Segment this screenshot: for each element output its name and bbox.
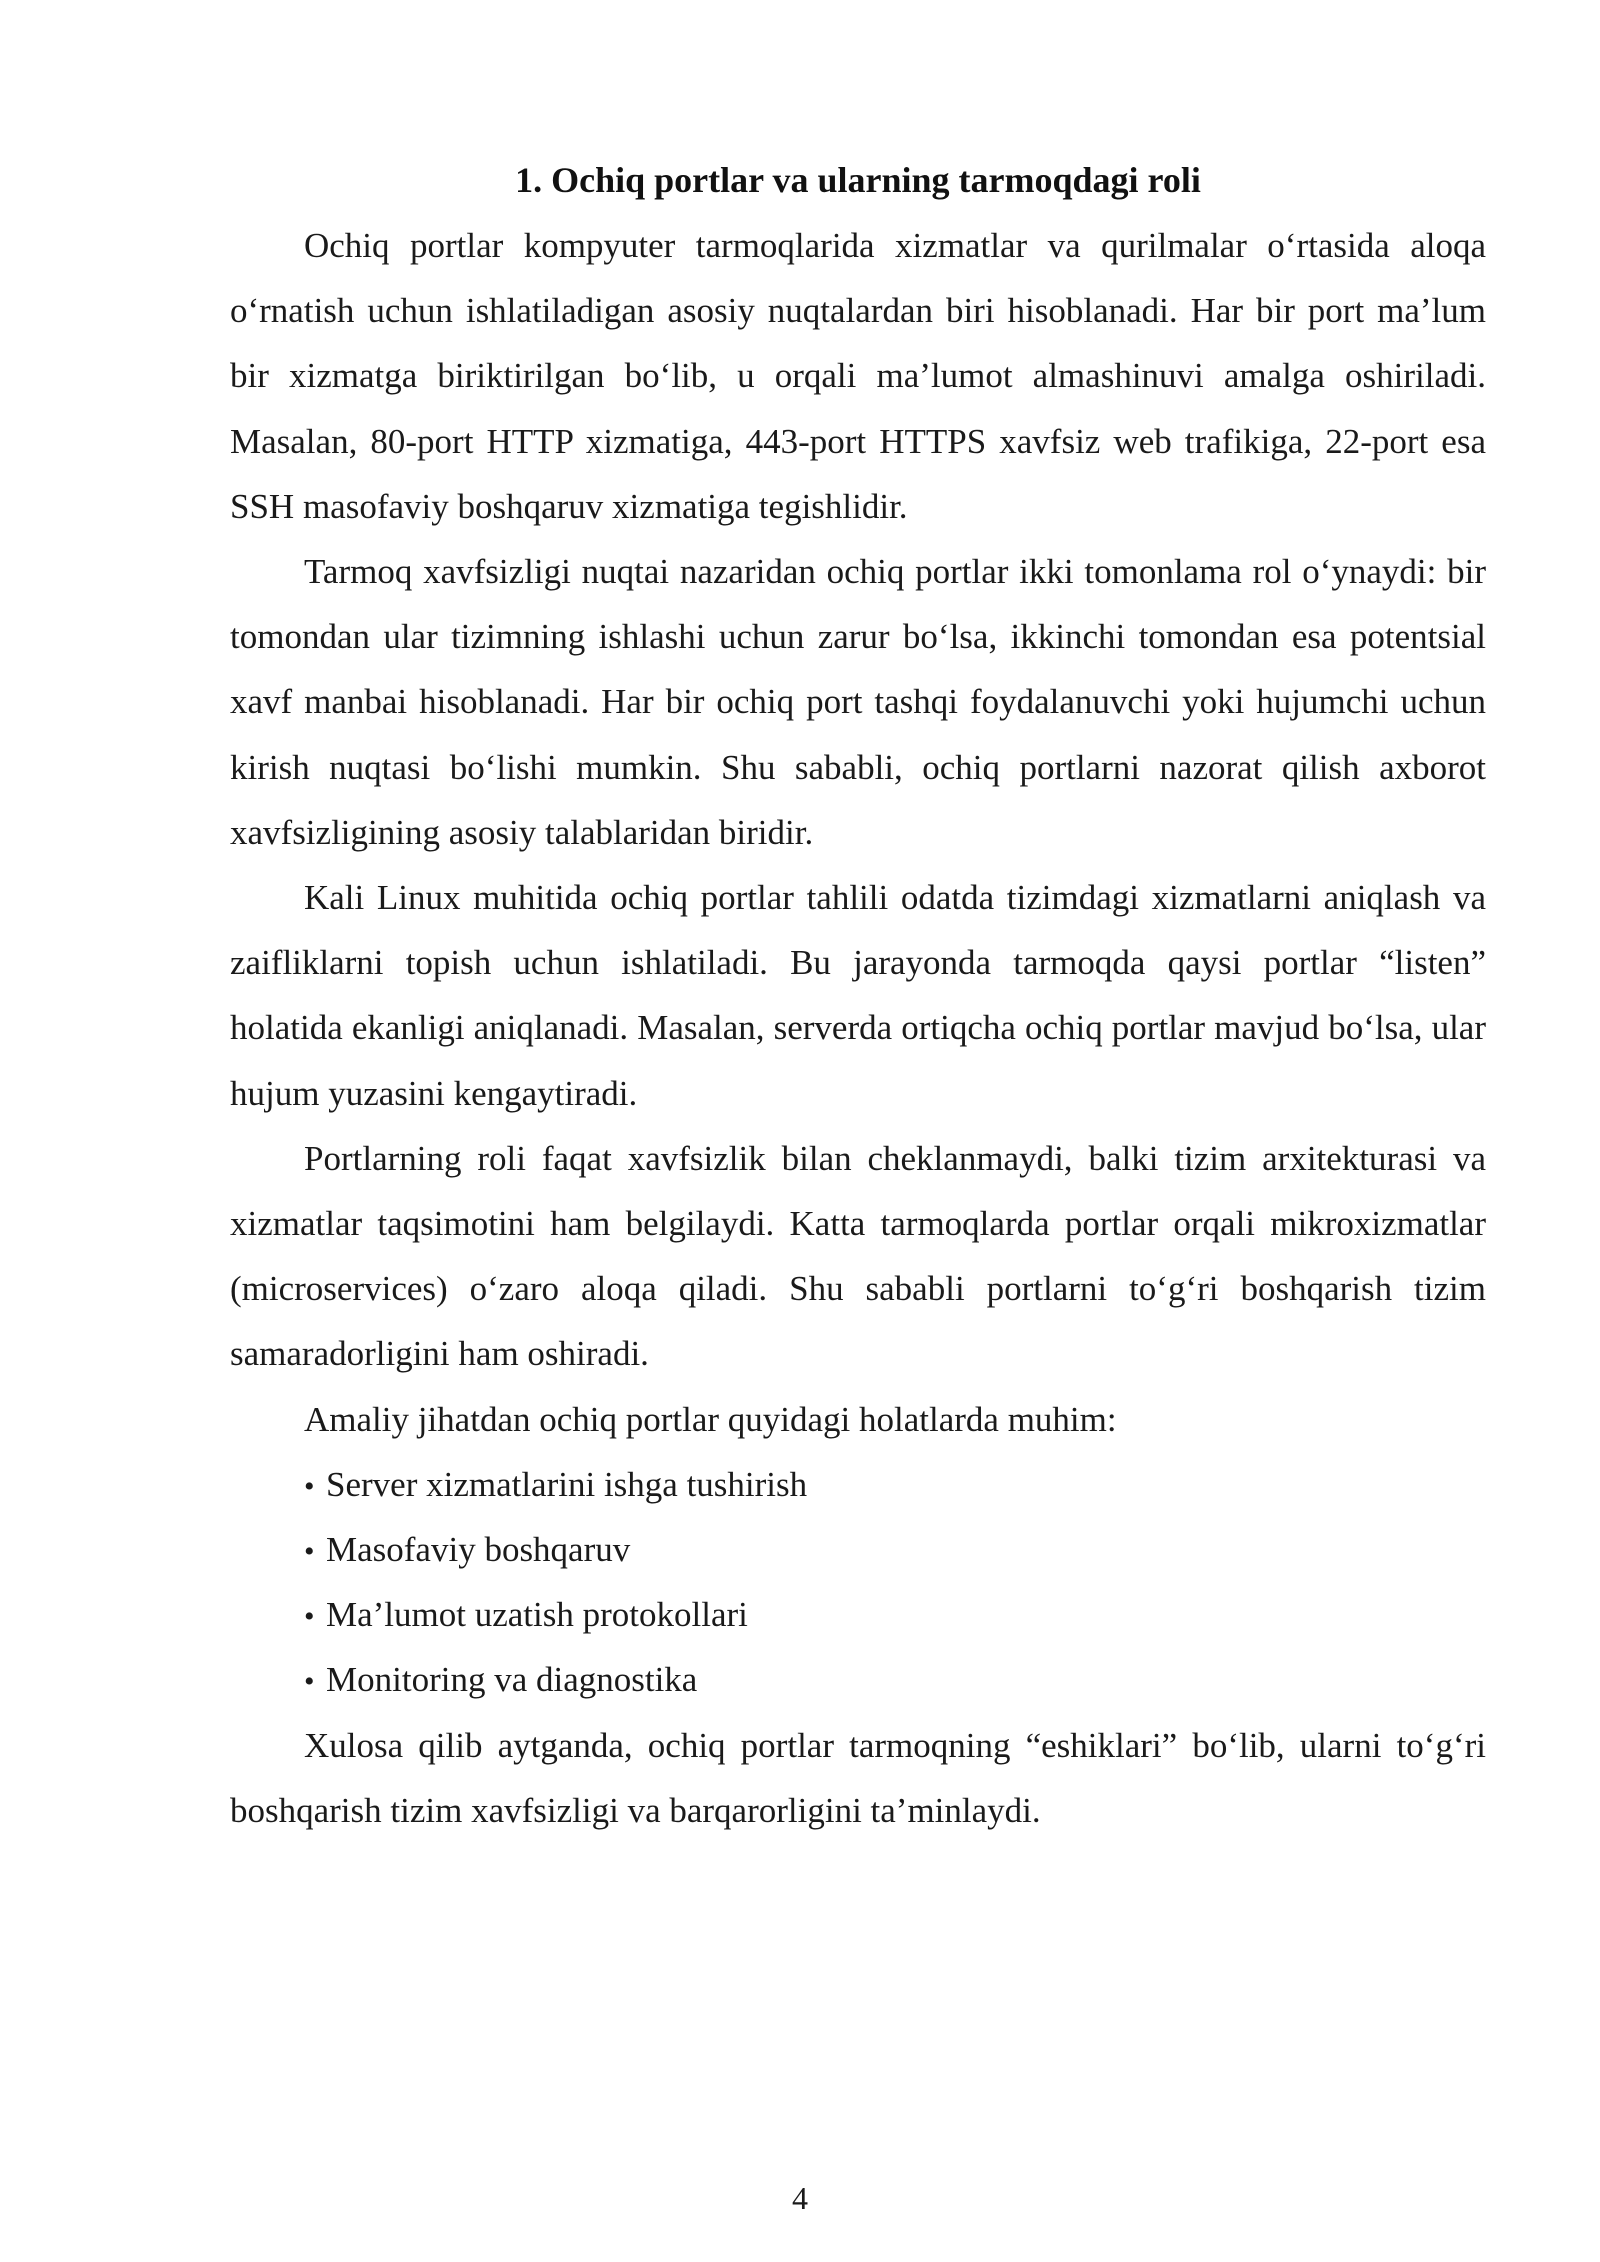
bullet-icon: • — [304, 1535, 315, 1569]
paragraph-security-role: Tarmoq xavfsizligi nuqtai nazaridan ochiq portlar ikki tomonlama rol o‘ynaydi: bir tomondan ular tizimning ishlashi uchun zarur bo‘lsa, ikkinchi tomondan esa potentsial xavf manbai hisoblanadi. Har bir ochiq port tashqi foydalanuvchi yoki hujumchi uchun kirish nuqtasi bo‘lishi mumkin. Shu sababli, ochiq portlarni nazorat qilish axborot xavfsizligining asosiy talablaridan biridir. — [230, 552, 1486, 852]
list-item — [304, 1647, 1486, 1712]
list-item-text: Server xizmatlarini ishga tushirish — [326, 1464, 808, 1504]
paragraph-practical-intro: Amaliy jihatdan ochiq portlar quyidagi holatlarda muhim: — [304, 1399, 1117, 1439]
list-item — [304, 1452, 1486, 1517]
bullet-list — [230, 1452, 1486, 1713]
paragraph-kali-linux-analysis: Kali Linux muhitida ochiq portlar tahlili odatda tizimdagi xizmatlarni aniqlash va zaifliklarni topish uchun ishlatiladi. Bu jarayonda tarmoqda qaysi portlar “listen” holatida ekanligi aniqlanadi. Masalan, serverda ortiqcha ochiq portlar mavjud bo‘lsa, ular hujum yuzasini kengaytiradi. — [230, 878, 1486, 1113]
bullet-icon: • — [304, 1600, 315, 1634]
list-item — [304, 1517, 1486, 1582]
list-item — [304, 1582, 1486, 1647]
paragraph-open-ports-intro: Ochiq portlar kompyuter tarmoqlarida xizmatlar va qurilmalar o‘rtasida aloqa o‘rnatish uchun ishlatiladigan asosiy nuqtalardan biri hisoblanadi. Har bir port ma’lum bir xizmatga biriktirilgan bo‘lib, u orqali ma’lumot almashinuvi amalga oshiriladi. Masalan, 80-port HTTP xizmatiga, 443-port HTTPS xavfsiz web trafikiga, 22-port esa SSH masofaviy boshqaruv xizmatiga tegishlidir. — [230, 226, 1486, 526]
paragraph-conclusion: Xulosa qilib aytganda, ochiq portlar tarmoqning “eshiklari” bo‘lib, ularni to‘g‘ri boshqarish tizim xavfsizligi va barqarorligini ta’minlaydi. — [230, 1725, 1486, 1830]
list-item-text: Ma’lumot uzatish protokollari — [326, 1595, 748, 1635]
bullet-icon: • — [304, 1469, 315, 1503]
section-heading: 1. Ochiq portlar va ularning tarmoqdagi roli — [515, 160, 1201, 200]
bullet-icon: • — [304, 1665, 315, 1699]
list-item-text: Masofaviy boshqaruv — [326, 1530, 631, 1570]
page-number: 4 — [792, 2180, 808, 2216]
page-content — [230, 148, 1486, 1843]
list-item-text: Monitoring va diagnostika — [326, 1660, 698, 1700]
paragraph-architecture-role: Portlarning roli faqat xavfsizlik bilan cheklanmaydi, balki tizim arxitekturasi va xizmatlar taqsimotini ham belgilaydi. Katta tarmoqlarda portlar orqali mikroxizmatlar (microservices) o‘zaro aloqa qiladi. Shu sababli portlarni to‘g‘ri boshqarish tizim samaradorligini ham oshiradi. — [230, 1138, 1486, 1374]
